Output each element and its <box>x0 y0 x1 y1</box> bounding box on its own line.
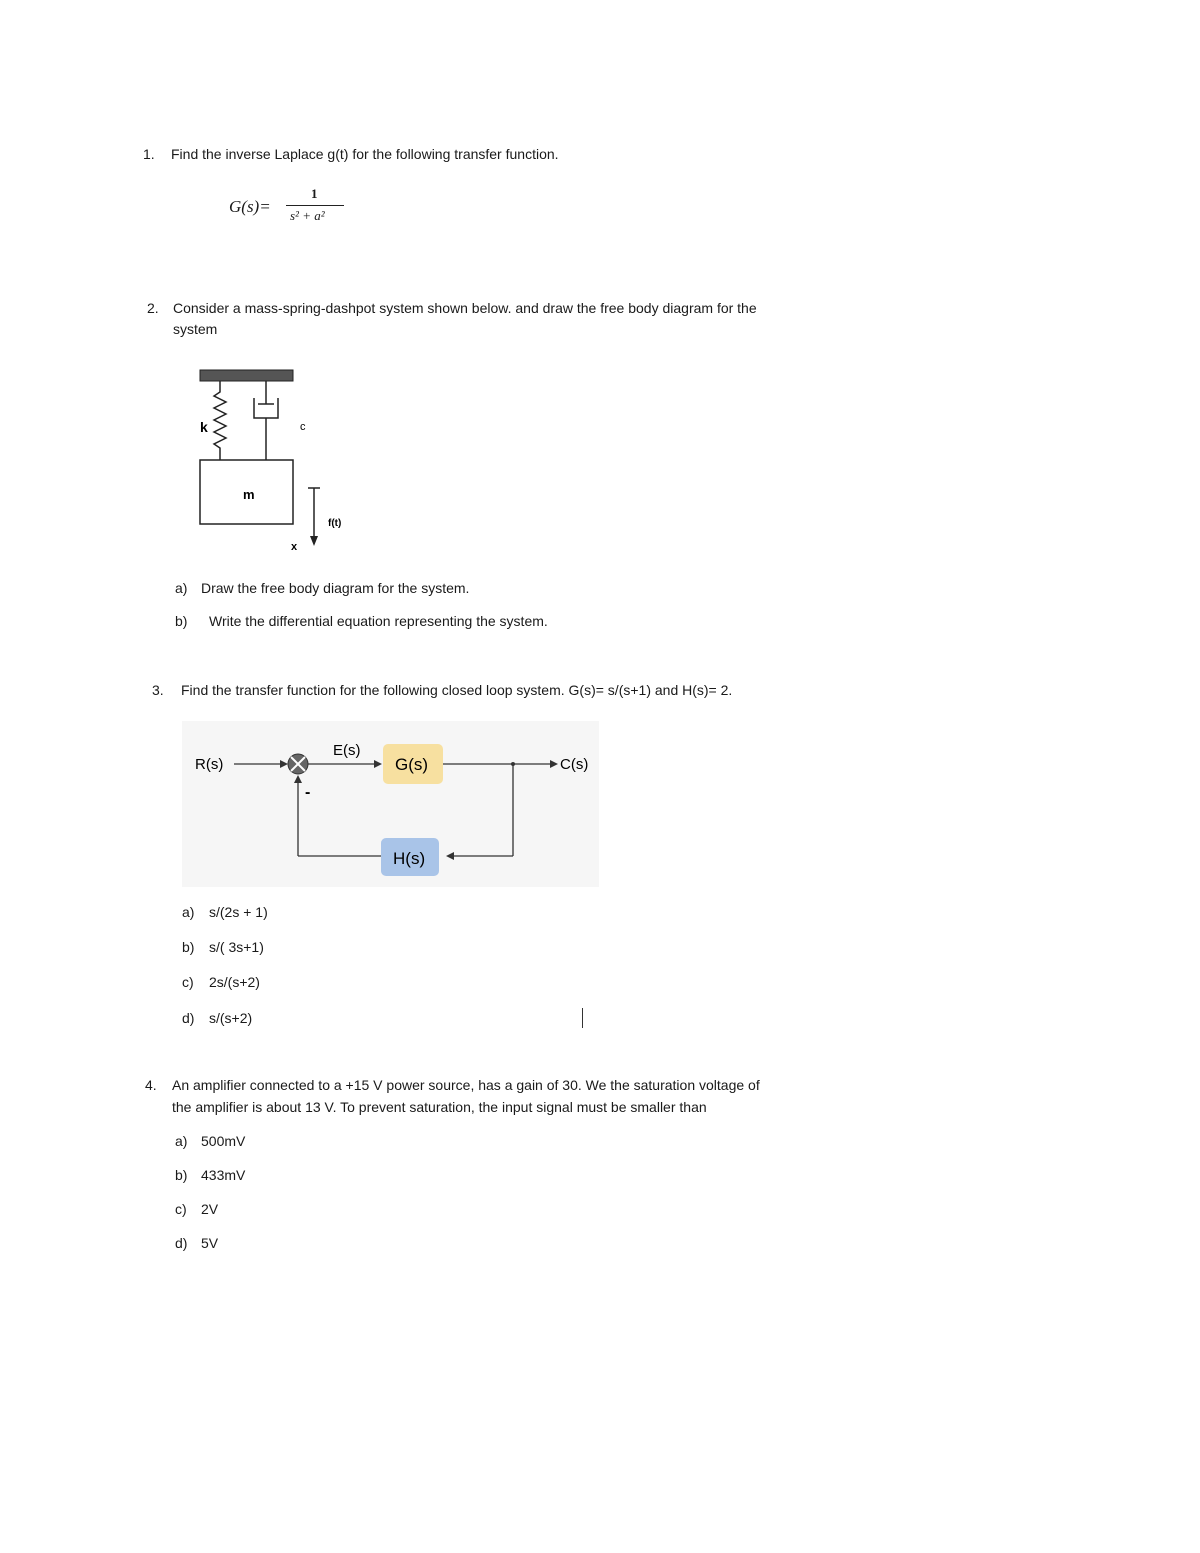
question-text-line-1: Consider a mass-spring-dashpot system shown below. and draw the free body diagram for the <box>173 300 757 316</box>
summing-junction <box>288 754 308 774</box>
question-number: 4. <box>145 1077 157 1093</box>
option-c-text: 2V <box>201 1201 219 1217</box>
question-text: Find the inverse Laplace g(t) for the following transfer function. <box>171 146 559 162</box>
option-d-label: d) <box>182 1010 195 1026</box>
option-a-label: a) <box>182 904 195 920</box>
part-a-label: a) <box>175 580 188 596</box>
part-b-label: b) <box>175 613 188 629</box>
forward-block-label: G(s) <box>395 755 429 774</box>
question-text: Find the transfer function for the following closed loop system. G(s)= s/(s+1) and H(s)= 2. <box>181 682 733 698</box>
option-a-label: a) <box>175 1133 188 1149</box>
text-cursor <box>582 1008 583 1028</box>
formula-numerator: 1 <box>311 186 318 201</box>
option-c-label: c) <box>175 1201 187 1217</box>
output-label: C(s) <box>560 756 589 773</box>
block-diagram <box>182 721 599 887</box>
ceiling-support <box>200 370 293 381</box>
mass-spring-damper-figure <box>190 360 360 560</box>
question-text-line-2: the amplifier is about 13 V. To prevent saturation, the input signal must be smaller than <box>172 1099 707 1115</box>
displacement-label: x <box>291 541 298 553</box>
force-arrow <box>308 488 320 546</box>
question-number: 2. <box>147 300 159 316</box>
option-b-label: b) <box>175 1167 188 1183</box>
force-label: f(t) <box>328 518 342 529</box>
option-c-text: 2s/(s+2) <box>209 974 260 990</box>
formula-denominator: s² + a² <box>290 208 325 223</box>
damper-label: c <box>300 421 306 433</box>
option-d-label: d) <box>175 1235 188 1251</box>
option-b-label: b) <box>182 939 195 955</box>
question-text-line-1: An amplifier connected to a +15 V power source, has a gain of 30. We the saturation voltage of <box>172 1077 760 1093</box>
spring <box>214 381 226 460</box>
option-b-text: s/( 3s+1) <box>209 939 264 955</box>
question-number: 1. <box>143 146 155 162</box>
question-text-line-2: system <box>173 321 218 337</box>
spring-label: k <box>200 419 208 435</box>
option-c-label: c) <box>182 974 194 990</box>
error-label: E(s) <box>333 742 361 759</box>
question-number: 3. <box>152 682 164 698</box>
option-d-text: 5V <box>201 1235 219 1251</box>
option-a-text: s/(2s + 1) <box>209 904 268 920</box>
formula-lhs: G(s)= <box>229 197 271 216</box>
mass-label: m <box>243 487 255 502</box>
feedback-sign: - <box>305 784 311 801</box>
option-b-text: 433mV <box>201 1167 246 1183</box>
feedback-block-label: H(s) <box>393 849 426 868</box>
fraction-bar <box>286 205 344 206</box>
damper <box>254 381 278 460</box>
input-label: R(s) <box>195 756 224 773</box>
option-a-text: 500mV <box>201 1133 246 1149</box>
option-d-text: s/(s+2) <box>209 1010 253 1026</box>
part-a-text: Draw the free body diagram for the system. <box>201 580 470 596</box>
part-b-text: Write the differential equation representing the system. <box>209 613 548 629</box>
